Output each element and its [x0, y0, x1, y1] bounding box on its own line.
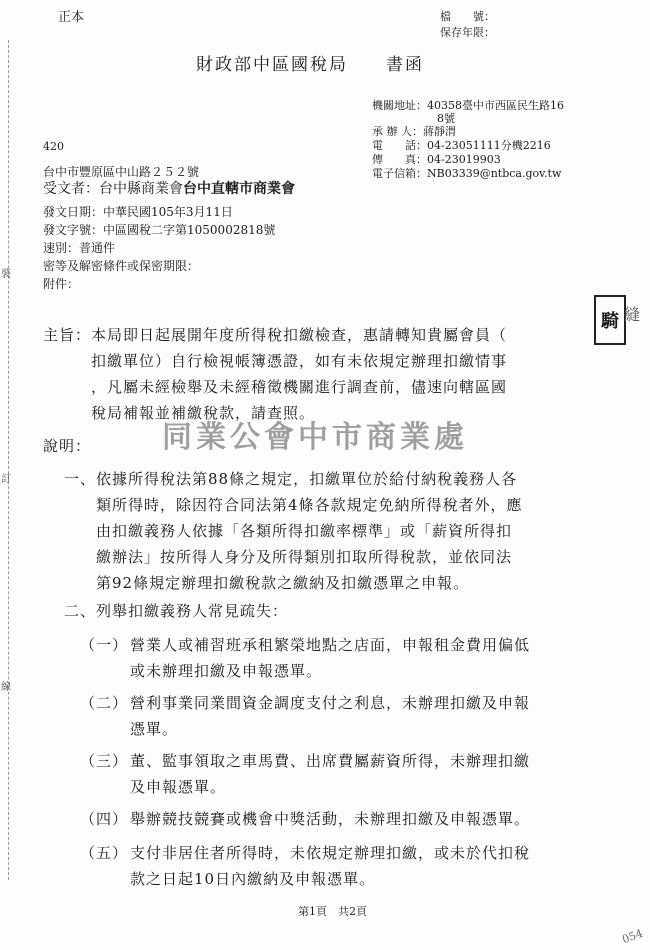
sub-item-line: 支付非居住者所得時，未依規定辦理扣繳，或未於代扣稅: [130, 844, 531, 862]
sub-item-number: （二）: [80, 694, 129, 712]
meta-number-value: 中區國稅二字第1050002818號: [103, 223, 276, 237]
subject-line: 稅局補報並補繳稅款，請查照。: [91, 404, 316, 422]
margin-label-line: 線: [1, 682, 11, 693]
recipient-name: 台中縣商業會: [99, 181, 183, 197]
subject-line: 扣繳單位）自行檢視帳簿憑證，如有未依規定辦理扣繳情事: [91, 352, 508, 370]
recipient-name-bold: 台中直轄市商業會: [183, 181, 295, 197]
fax-value: 04-23019903: [427, 153, 501, 166]
sub-item-line: 及申報憑單。: [130, 778, 227, 796]
corner-note: 054: [620, 926, 645, 947]
copy-mark: 正本: [58, 10, 85, 25]
item1-line: 依據所得稅法第88條之規定，扣繳單位於給付納稅義務人各: [96, 470, 518, 488]
sub-item-number: （五）: [80, 844, 129, 862]
item1-line: 第92條規定辦理扣繳稅款之繳納及扣繳憑單之申報。: [96, 574, 470, 592]
officer-label: 承 辦 人：: [372, 125, 423, 138]
sub-item-line: 舉辦競技競賽或機會中獎活動，未辦理扣繳及申報憑單。: [130, 810, 531, 828]
recipient-label: 受文者：: [43, 181, 99, 197]
file-no-label: 檔 號：: [440, 10, 495, 23]
meta-attachment-label: 附件：: [43, 277, 80, 291]
recipient-address: 台中市豐原區中山路２５２號: [43, 165, 200, 179]
meta-secrecy-label: 密等及解密條件或保密期限：: [43, 259, 200, 273]
fax-label: 傳 真：: [372, 153, 427, 166]
zip-code: 420: [43, 140, 64, 153]
margin-label-staple: 訂: [1, 474, 11, 485]
meta-date-value: 中華民國105年3月11日: [103, 205, 233, 219]
item1-line: 由扣繳義務人依據「各類所得扣繳率標準」或「薪資所得扣: [96, 522, 513, 540]
subject-line: 本局即日起展開年度所得稅扣繳檢查，惠請轉知貴屬會員（: [91, 326, 508, 344]
retention-label: 保存年限：: [440, 26, 495, 39]
email-value: NB03339@ntbca.gov.tw: [427, 167, 562, 180]
sub-item-line: 營利事業同業間資金調度支付之利息，未辦理扣繳及申報: [130, 694, 531, 712]
item2-title: 二、列舉扣繳義務人常見疏失：: [64, 602, 289, 620]
agency-address-value: 40358臺中市西區民生路16: [427, 99, 564, 112]
subject-label: 主旨：: [43, 326, 92, 344]
meta-number-label: 發文字號：: [43, 223, 104, 237]
sub-item-line: 憑單。: [130, 720, 179, 738]
seam-seal: 騎: [594, 295, 626, 345]
item1-number: 一、: [64, 470, 97, 488]
sub-item-line: 款之日起10日內繳納及申報憑單。: [130, 870, 376, 888]
document-title: 財政部中區國稅局 書函: [196, 55, 424, 75]
subject-line: ，凡屬未經檢舉及未經稽徵機關進行調查前，儘速向轄區國: [91, 378, 508, 396]
margin-label-bind: 裝: [1, 269, 11, 280]
sub-item-number: （四）: [80, 810, 129, 828]
sub-item-line: 或未辦理扣繳及申報憑單。: [130, 662, 323, 680]
seam-seal-tail: 縫: [624, 305, 641, 324]
phone-value: 04-23051111分機2216: [427, 139, 551, 152]
item1-line: 類所得時，除因符合同法第4條各款規定免納所得稅者外，應: [96, 496, 523, 514]
meta-speed-value: 普通件: [79, 241, 116, 255]
meta-date-label: 發文日期：: [43, 205, 104, 219]
received-stamp: 同業公會中市商業處: [162, 420, 468, 455]
item1-line: 繳辦法」按所得人身分及所得類別扣取所得稅款，並依同法: [96, 548, 513, 566]
sub-item-line: 營業人或補習班承租繁榮地點之店面，申報租金費用偏低: [130, 636, 531, 654]
binding-line: [8, 40, 9, 880]
sub-item-number: （三）: [80, 752, 129, 770]
agency-address-cont: 8號: [437, 112, 455, 125]
meta-speed-label: 速別：: [43, 241, 80, 255]
phone-label: 電 話：: [372, 139, 427, 152]
officer-value: 蔣靜渭: [423, 125, 456, 138]
page-footer: 第1頁 共2頁: [298, 905, 367, 918]
agency-address-label: 機關地址：: [372, 99, 427, 112]
sub-item-number: （一）: [80, 636, 129, 654]
email-label: 電子信箱：: [372, 167, 427, 180]
sub-item-line: 董、監事領取之車馬費、出席費屬薪資所得，未辦理扣繳: [130, 752, 531, 770]
explain-label: 說明：: [43, 437, 92, 455]
